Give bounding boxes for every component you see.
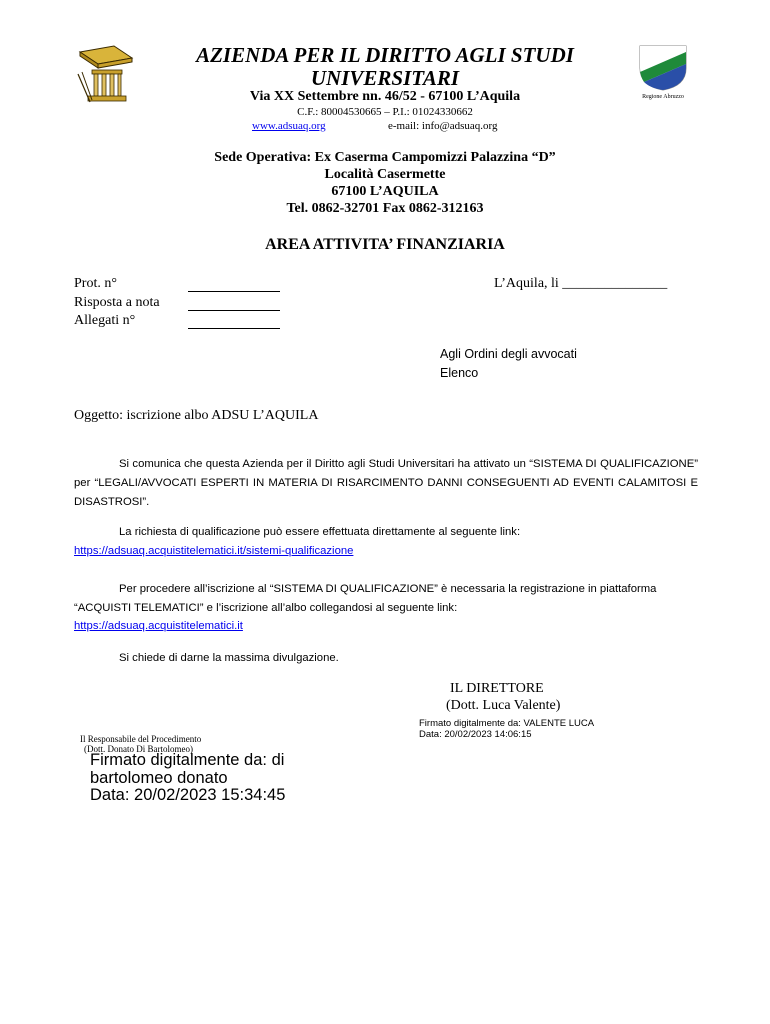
region-caption: Regione Abruzzo xyxy=(642,94,684,100)
responsible-title: Il Responsabile del Procedimento xyxy=(80,734,202,744)
responsible-digital-signature-line2: bartolomeo donato xyxy=(90,769,228,787)
header-title-line2: UNIVERSITARI xyxy=(310,66,460,90)
header-title-line1: AZIENDA PER IL DIRITTO AGLI STUDI xyxy=(196,43,574,67)
director-digital-signature-line2: Data: 20/02/2023 14:06:15 xyxy=(419,729,532,740)
allegati-label: Allegati n° xyxy=(74,313,136,328)
area-heading: AREA ATTIVITA’ FINANZIARIA xyxy=(265,236,505,253)
recipient-line2: Elenco xyxy=(440,366,479,380)
header-address: Via XX Settembre nn. 46/52 - 67100 L’Aquila xyxy=(249,89,521,104)
risposta-line xyxy=(188,310,280,311)
responsible-digital-signature-line1: Firmato digitalmente da: di xyxy=(90,751,285,769)
paragraph-4: Si chiede di darne la massima divulgazione. xyxy=(119,652,339,664)
adsu-logo xyxy=(74,44,136,106)
website-link[interactable]: www.adsuaq.org xyxy=(252,120,326,132)
header-email: e-mail: info@adsuaq.org xyxy=(388,120,498,132)
risposta-label: Risposta a nota xyxy=(74,295,160,310)
paragraph-3: Per procedere all’iscrizione al “SISTEMA DI QUALIFICAZIONE” è necessaria la registrazione in piattaforma “ACQUISTI TELEMATICI” e l’iscrizione all’albo collegandosi al seguente link: xyxy=(74,583,657,614)
responsible-digital-signature-line3: Data: 20/02/2023 15:34:45 xyxy=(90,786,286,804)
recipient-line1: Agli Ordini degli avvocati xyxy=(440,347,577,361)
place-date: L’Aquila, li _______________ xyxy=(494,276,668,291)
director-digital-signature-line1: Firmato digitalmente da: VALENTE LUCA xyxy=(419,718,595,729)
paragraph-2: La richiesta di qualificazione può essere effettuata direttamente al seguente link: xyxy=(119,526,521,538)
office-line1: Sede Operativa: Ex Caserma Campomizzi Palazzina “D” xyxy=(214,150,556,165)
office-line3: 67100 L’AQUILA xyxy=(331,184,439,199)
platform-link[interactable]: https://adsuaq.acquistitelematici.it xyxy=(74,620,243,632)
director-name: (Dott. Luca Valente) xyxy=(446,698,561,713)
paragraph-1: Si comunica che questa Azienda per il Diritto agli Studi Universitari ha attivato un “SISTEMA DI QUALIFICAZIONE” per “LEGALI/AVVOCATI ESPERTI IN MATERIA DI RISARCIMENTO DANNI CONSEGUENTI AD EVENTI CALAMITOSI E DISASTROSI”. xyxy=(74,458,698,508)
allegati-line xyxy=(188,328,280,329)
subject: Oggetto: iscrizione albo ADSU L’AQUILA xyxy=(74,408,319,423)
responsible-name: (Dott. Donato Di Bartolomeo) xyxy=(84,744,193,754)
director-title: IL DIRETTORE xyxy=(450,681,544,696)
prot-line xyxy=(188,291,280,292)
office-line2: Località Casermette xyxy=(324,167,446,182)
qualification-link[interactable]: https://adsuaq.acquistitelematici.it/sistemi-qualificazione xyxy=(74,545,354,557)
prot-label: Prot. n° xyxy=(74,276,117,291)
header-fiscal: C.F.: 80004530665 – P.I.: 01024330662 xyxy=(297,106,473,118)
office-line4: Tel. 0862-32701 Fax 0862-312163 xyxy=(286,201,484,216)
